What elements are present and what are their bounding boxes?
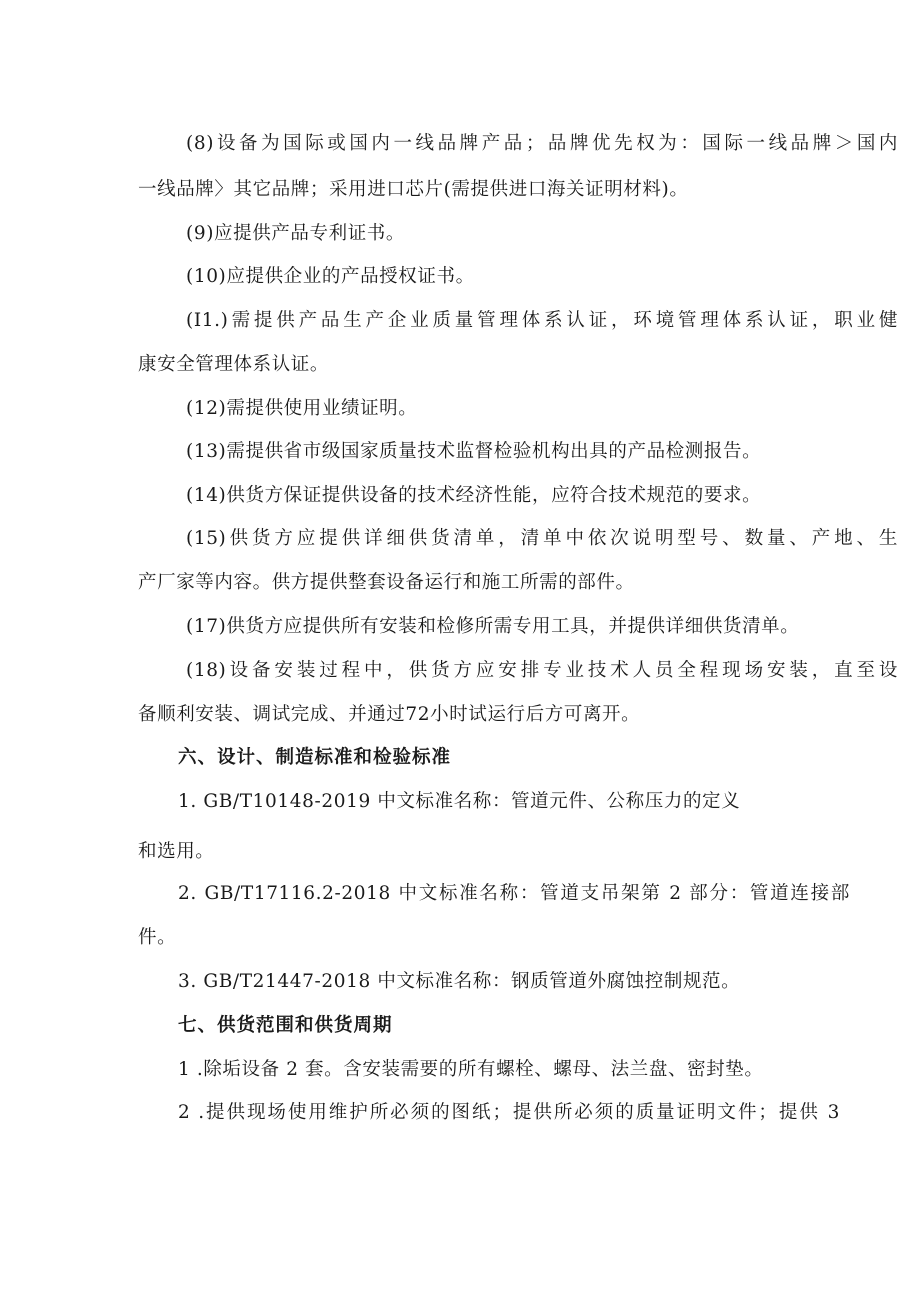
item-13: (13)需提供省市级国家质量技术监督检验机构出具的产品检测报告。 <box>186 441 762 462</box>
item-11-line-1: (I1.)需提供产品生产企业质量管理体系认证，环境管理体系认证，职业健 <box>186 310 898 331</box>
standard-1-line-2: 和选用。 <box>138 841 215 862</box>
item-11-line-2: 康安全管理体系认证。 <box>138 354 330 375</box>
item-18-line-1: (18)设备安装过程中，供货方应安排专业技术人员全程现场安装，直至设 <box>186 660 898 681</box>
item-8-line-1: (8)设备为国际或国内一线品牌产品；品牌优先权为：国际一线品牌＞国内 <box>186 133 898 154</box>
supply-item-2-line-1: 2 .提供现场使用维护所必须的图纸；提供所必须的质量证明文件；提供 3 <box>178 1102 840 1123</box>
item-17: (17)供货方应提供所有安装和检修所需专用工具，并提供详细供货清单。 <box>186 616 800 637</box>
section-7-heading: 七、供货范围和供货周期 <box>178 1015 393 1036</box>
item-8-line-2: 一线品牌〉其它品牌；采用进口芯片(需提供进口海关证明材料)。 <box>138 179 689 200</box>
standard-1-line-1: 1. GB/T10148-2019 中文标准名称：管道元件、公称压力的定义 <box>178 791 741 812</box>
item-15-line-2: 产厂家等内容。供方提供整套设备运行和施工所需的部件。 <box>138 572 635 593</box>
standard-2-line-1: 2. GB/T17116.2-2018 中文标准名称：管道支吊架第 2 部分：管道连接部 <box>178 883 850 904</box>
item-12: (12)需提供使用业绩证明。 <box>186 398 418 419</box>
item-15-line-1: (15)供货方应提供详细供货清单，清单中依次说明型号、数量、产地、生 <box>186 528 898 549</box>
item-14: (14)供货方保证提供设备的技术经济性能，应符合技术规范的要求。 <box>186 485 762 506</box>
item-18-line-2: 备顺利安装、调试完成、并通过72小时试运行后方可离开。 <box>138 704 641 725</box>
item-9: (9)应提供产品专利证书。 <box>186 223 406 244</box>
section-6-heading: 六、设计、制造标准和检验标准 <box>178 747 452 768</box>
supply-item-1: 1 .除垢设备 2 套。含安装需要的所有螺栓、螺母、法兰盘、密封垫。 <box>178 1059 764 1080</box>
standard-3: 3. GB/T21447-2018 中文标准名称：钢质管道外腐蚀控制规范。 <box>178 971 741 992</box>
item-10: (10)应提供企业的产品授权证书。 <box>186 266 475 287</box>
standard-2-line-2: 件。 <box>138 927 177 948</box>
